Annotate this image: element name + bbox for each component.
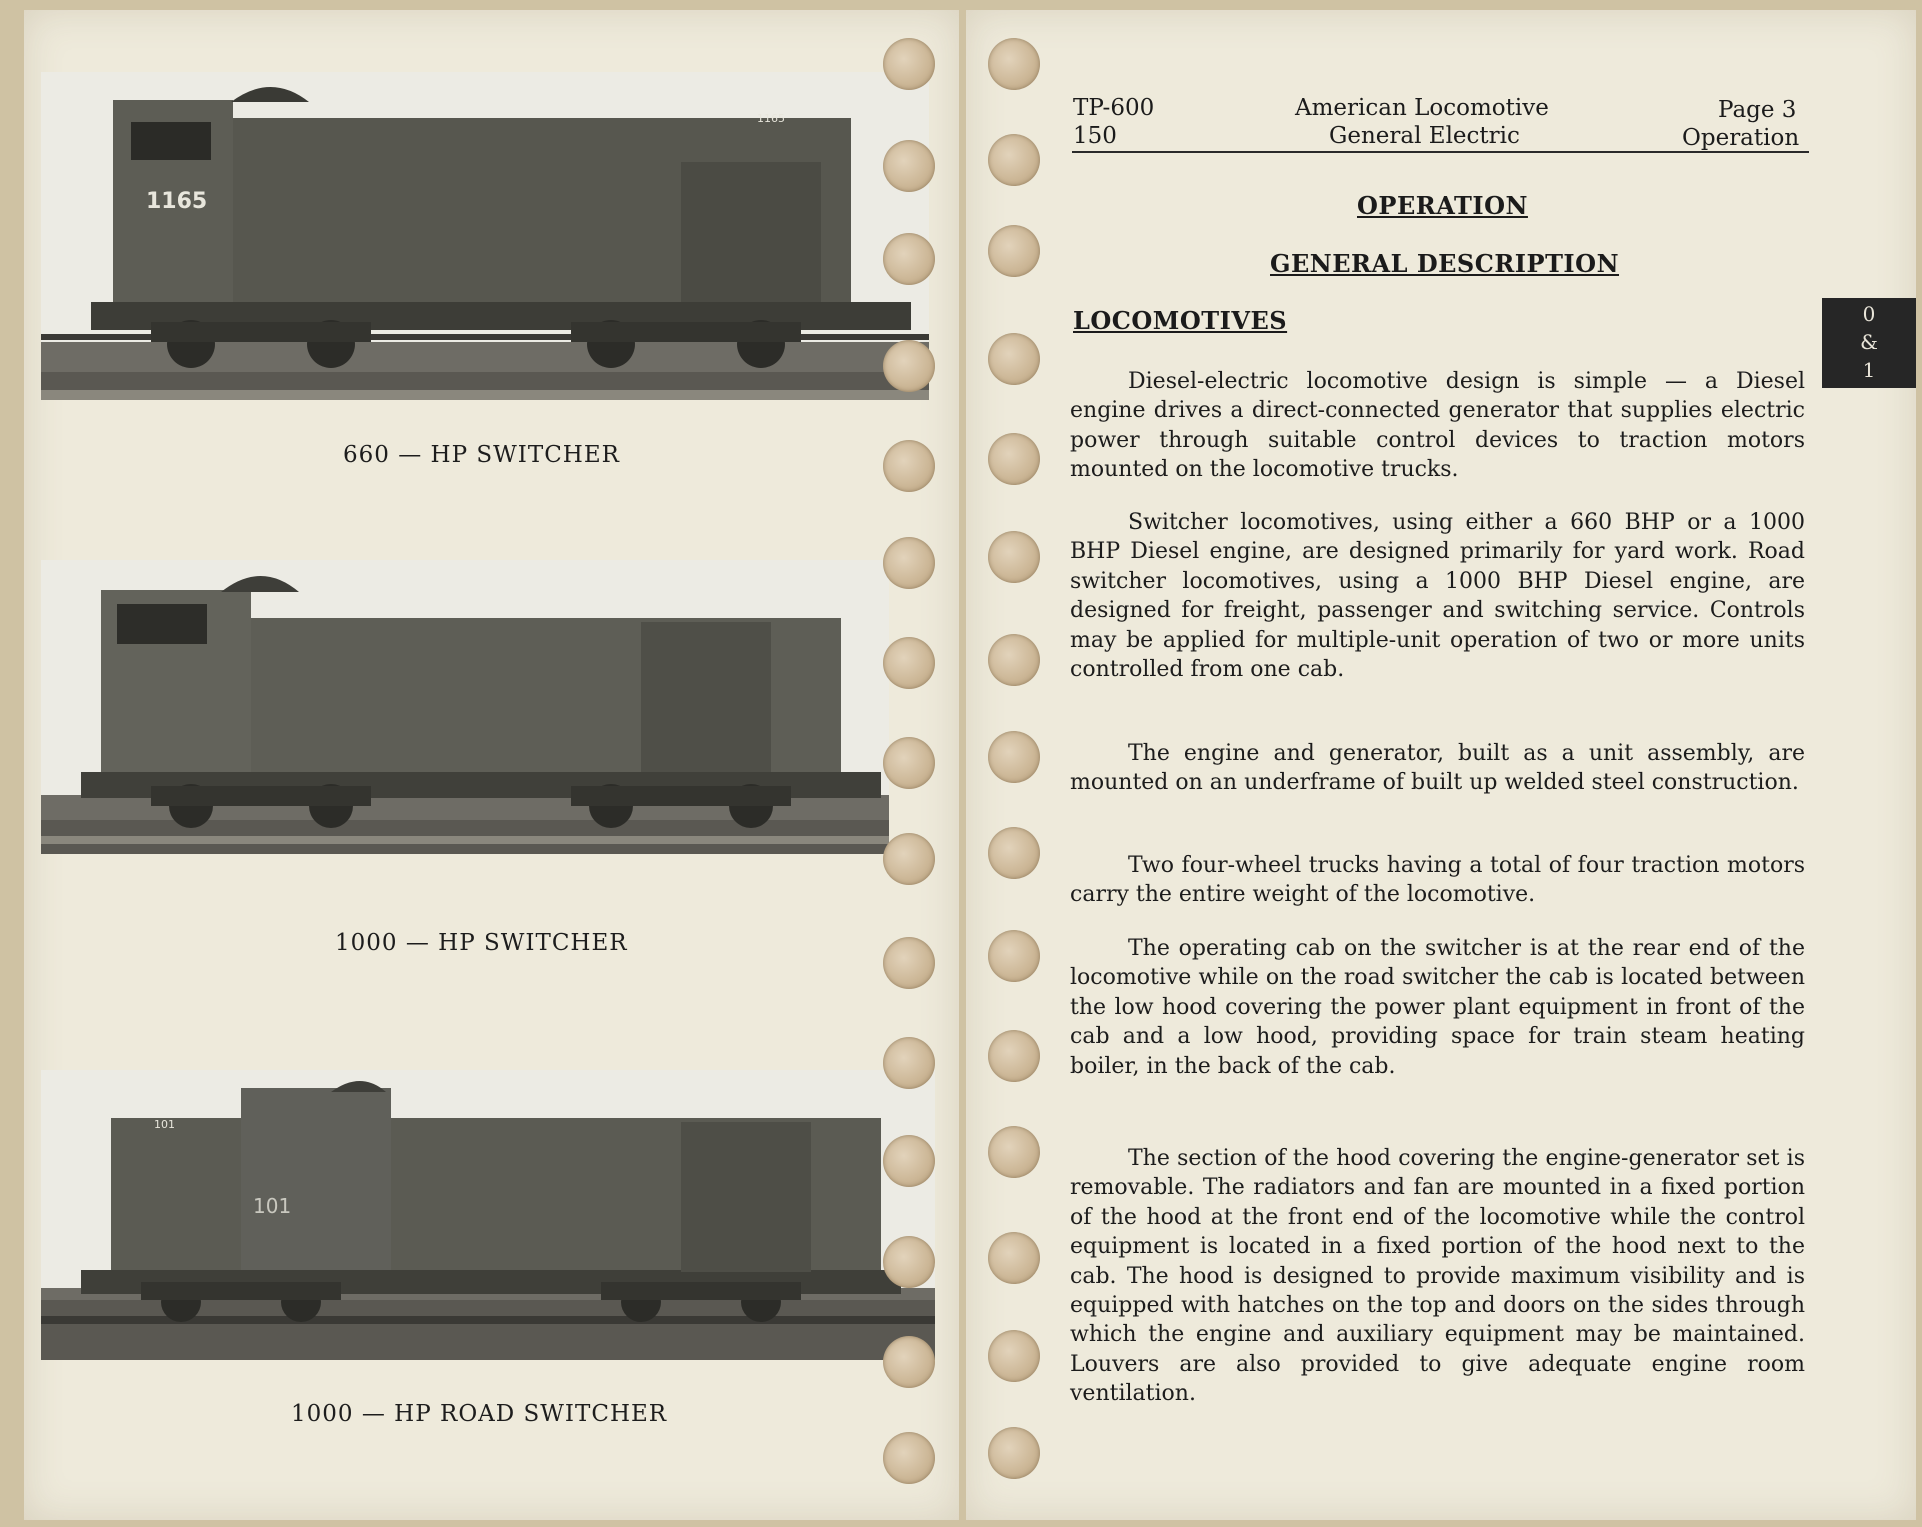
binding-hole bbox=[883, 1432, 935, 1484]
section-label: Operation bbox=[1682, 125, 1800, 151]
locomotive-photo-1000-road-switcher bbox=[41, 1070, 935, 1360]
binding-hole bbox=[883, 537, 935, 589]
tab-line: 1 bbox=[1862, 358, 1876, 382]
binding-hole bbox=[988, 531, 1040, 583]
photo-caption: 660 — HP SWITCHER bbox=[343, 442, 620, 468]
binding-hole bbox=[988, 38, 1040, 90]
binding-hole bbox=[988, 1427, 1040, 1479]
header-title-line1: American Locomotive bbox=[1295, 95, 1549, 121]
binding-hole bbox=[883, 140, 935, 192]
binding-hole bbox=[883, 1037, 935, 1089]
binding-hole bbox=[883, 1135, 935, 1187]
paragraph: Two four-wheel trucks having a total of four traction motors carry the entire weight of the locomotive. bbox=[1070, 853, 1805, 908]
binding-hole bbox=[988, 134, 1040, 186]
heading-general-description: GENERAL DESCRIPTION bbox=[1270, 249, 1620, 278]
binding-hole bbox=[883, 737, 935, 789]
binding-hole bbox=[883, 1236, 935, 1288]
binding-hole bbox=[883, 833, 935, 885]
header-title-line2: General Electric bbox=[1329, 123, 1520, 149]
section-tab bbox=[1822, 298, 1916, 388]
binding-hole bbox=[883, 440, 935, 492]
binding-hole bbox=[988, 1330, 1040, 1382]
binding-hole bbox=[883, 937, 935, 989]
photo-caption: 1000 — HP ROAD SWITCHER bbox=[291, 1401, 668, 1427]
binding-hole bbox=[883, 637, 935, 689]
hood-number: 101 bbox=[154, 1118, 175, 1131]
photo-caption: 1000 — HP SWITCHER bbox=[335, 930, 628, 956]
binding-hole bbox=[988, 1232, 1040, 1284]
binding-hole bbox=[883, 233, 935, 285]
binding-hole bbox=[883, 1336, 935, 1388]
locomotive-photo-1000-switcher bbox=[41, 560, 889, 854]
paragraph: Switcher locomotives, using either a 660 BHP or a 1000 BHP Diesel engine, are designed primarily for yard work. Road switcher locomotives, using a 1000 BHP Diesel engine, are designed for freight, passenger and switching service. Controls may be applied for multiple-unit operation of two or more units controlled from one cab. bbox=[1070, 510, 1805, 683]
binding-hole bbox=[988, 930, 1040, 982]
page-number: Page 3 bbox=[1718, 97, 1797, 123]
heading-locomotives: LOCOMOTIVES bbox=[1073, 306, 1288, 335]
binding-hole bbox=[988, 225, 1040, 277]
binding-hole bbox=[883, 38, 935, 90]
binding-hole bbox=[988, 634, 1040, 686]
paragraph: The operating cab on the switcher is at the rear end of the locomotive while on the road switcher the cab is located between the low hood covering the power plant equipment in front of the cab and a low hood, providing space for train steam heating boiler, in the back of the cab. bbox=[1070, 936, 1805, 1079]
unit-number: 1165 bbox=[146, 189, 208, 214]
binding-hole bbox=[988, 827, 1040, 879]
unit-number: 101 bbox=[253, 1194, 292, 1218]
tab-line: & bbox=[1860, 330, 1878, 354]
heading-operation: OPERATION bbox=[1357, 191, 1528, 220]
header-rule bbox=[1072, 151, 1809, 153]
locomotive-photo-660-switcher bbox=[41, 72, 929, 400]
tab-line: 0 bbox=[1862, 302, 1876, 326]
binding-hole bbox=[883, 340, 935, 392]
binding-hole bbox=[988, 333, 1040, 385]
paragraph: The engine and generator, built as a unit assembly, are mounted on an underframe of built up welded steel construction. bbox=[1070, 741, 1805, 796]
binding-hole bbox=[988, 1030, 1040, 1082]
doc-code: TP-600 bbox=[1073, 95, 1155, 121]
binding-hole bbox=[988, 433, 1040, 485]
paragraph: Diesel-electric locomotive design is simple — a Diesel engine drives a direct-connected generator that supplies electric power through suitable control devices to traction motors mounted on the locomotive trucks. bbox=[1070, 369, 1805, 483]
paragraph: The section of the hood covering the engine-generator set is removable. The radiators and fan are mounted in a fixed portion of the hood at the front end of the locomotive while the control equipment is located in a fixed portion of the hood next to the cab. The hood is designed to provide maximum visibility and is equipped with hatches on the top and doors on the sides through which the engine and auxiliary equipment may be maintained. Louvers are also provided to give adequate engine room ventilation. bbox=[1070, 1146, 1805, 1407]
hood-number: 1165 bbox=[757, 112, 785, 125]
doc-number: 150 bbox=[1073, 123, 1117, 149]
binding-hole bbox=[988, 1126, 1040, 1178]
binding-hole bbox=[988, 731, 1040, 783]
